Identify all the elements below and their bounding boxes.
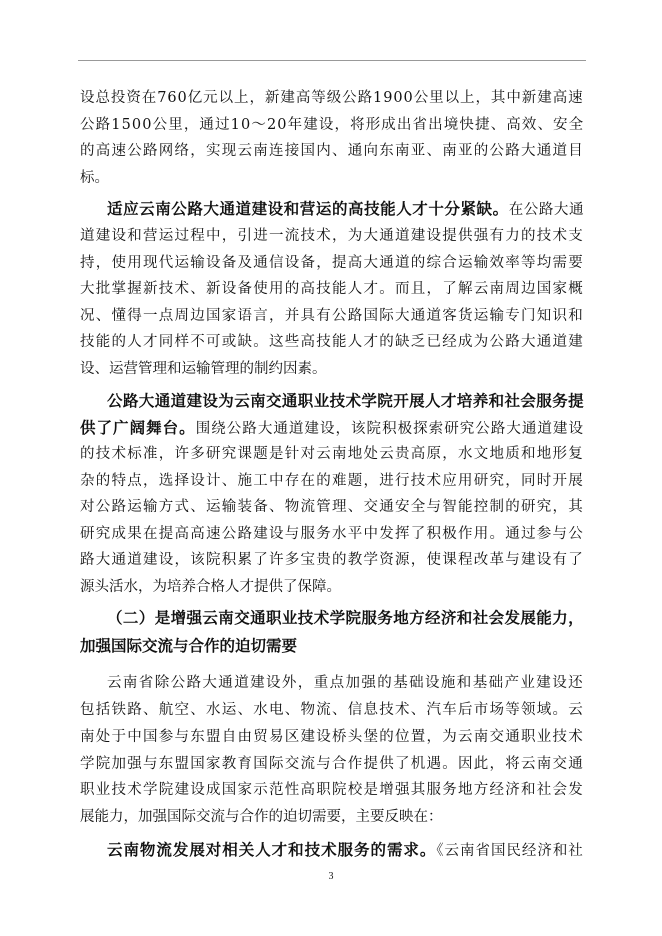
text-line: [80, 444, 584, 464]
text-line: [107, 199, 584, 220]
text-line: [80, 359, 327, 379]
body-text: 《云南省国民经济和社: [436, 843, 584, 859]
text-line: [80, 497, 584, 517]
text-line: [80, 226, 584, 246]
bold-lead-text: 公路大通道建设为云南交通职业技术学院开展人才培养和社会服务提: [107, 392, 585, 410]
body-text: 技能的人才同样不可或缺。这些高技能人才的缺乏已经成为公路大通道建: [80, 334, 584, 350]
body-text: 源头活水，为培养合格人才提供了保障。: [80, 579, 341, 595]
text-line: [80, 636, 297, 657]
text-line: [80, 807, 443, 827]
text-line: [107, 391, 584, 412]
body-text: 杂的特点，选择设计、施工中存在的难题，进行技术应用研究，同时开展: [80, 473, 584, 489]
body-text: 职业技术学院建设成国家示范性高职院校是增强其服务地方经济和社会发: [80, 782, 584, 798]
bold-lead-text: 适应云南公路大通道建设和营运的高技能人才十分紧缺。: [107, 200, 509, 218]
body-text: 包括铁路、航空、水运、水电、物流、信息技术、汽车后市场等领域。云: [80, 702, 584, 718]
text-line: [80, 332, 584, 352]
body-text: 展能力，加强国际交流与合作的迫切需要，主要反映在：: [80, 809, 443, 825]
body-text: 持，使用现代运输设备及通信设备，提高大通道的综合运输效率等均需要: [80, 255, 584, 271]
body-text: 研究成果在提高高速公路建设与服务水平中发挥了积极作用。通过参与公: [80, 526, 584, 542]
header-rule: [78, 60, 586, 61]
body-text: 路大通道建设，该院积累了许多宝贵的教学资源，使课程改革与建设有了: [80, 552, 584, 568]
text-line: [80, 524, 584, 544]
body-text: 南处于中国参与东盟自由贸易区建设桥头堡的位置，为云南交通职业技术: [80, 729, 584, 745]
text-line: [80, 700, 584, 720]
body-text: 在公路大通: [508, 202, 585, 218]
text-line: [80, 306, 584, 326]
body-text: 学院加强与东盟国家教育国际交流与合作提供了机遇。因此，将云南交通: [80, 756, 584, 772]
bold-lead-text: 加强国际交流与合作的迫切需要: [80, 637, 298, 655]
body-text: 公路1500公里，通过10～20年建设，将形成出省出境快捷、高效、安全: [80, 117, 585, 133]
body-text: 的高速公路网络，实现云南连接国内、通向东南亚、南亚的公路大通道目: [80, 143, 584, 159]
text-line: [107, 840, 584, 861]
text-line: [80, 168, 109, 188]
text-line: [107, 608, 584, 629]
text-line: [107, 673, 584, 693]
text-line: [80, 780, 584, 800]
text-line: [80, 279, 584, 299]
body-text: 围绕公路大通道建设，该院积极探索研究公路大通道建设: [195, 421, 584, 437]
text-line: [80, 418, 584, 439]
body-text: 的技术标准，许多研究课题是针对云南地处云贵高原，水文地质和地形复: [80, 446, 584, 462]
text-line: [80, 754, 584, 774]
body-text: 道建设和营运过程中，引进一流技术，为大通道建设提供强有力的技术支: [80, 228, 584, 244]
body-text: 云南省除公路大通道建设外，重点加强的基础设施和基础产业建设还: [107, 675, 584, 691]
text-line: [80, 727, 584, 747]
text-line: [80, 88, 584, 108]
bold-lead-text: 供了广阔舞台。: [80, 419, 196, 437]
body-text: 对公路运输方式、运输装备、物流管理、交通安全与智能控制的研究，其: [80, 499, 584, 515]
text-line: [80, 253, 584, 273]
body-text: 设、运营管理和运输管理的制约因素。: [80, 361, 327, 377]
text-line: [80, 471, 584, 491]
page-number: 3: [328, 871, 334, 882]
body-text: 标。: [80, 170, 109, 186]
text-line: [80, 141, 584, 161]
bold-lead-text: （二）是增强云南交通职业技术学院服务地方经济和社会发展能力，: [107, 609, 585, 627]
text-line: [80, 577, 341, 597]
text-line: [80, 550, 584, 570]
body-text: 设总投资在760亿元以上，新建高等级公路1900公里以上，其中新建高速: [80, 90, 584, 106]
text-line: [80, 115, 584, 135]
body-text: 况、懂得一点周边国家语言，并具有公路国际大通道客货运输专门知识和: [80, 308, 584, 324]
bold-lead-text: 云南物流发展对相关人才和技术服务的需求。: [107, 841, 437, 859]
body-text: 大批掌握新技术、新设备使用的高技能人才。而且，了解云南周边国家概: [80, 281, 584, 297]
